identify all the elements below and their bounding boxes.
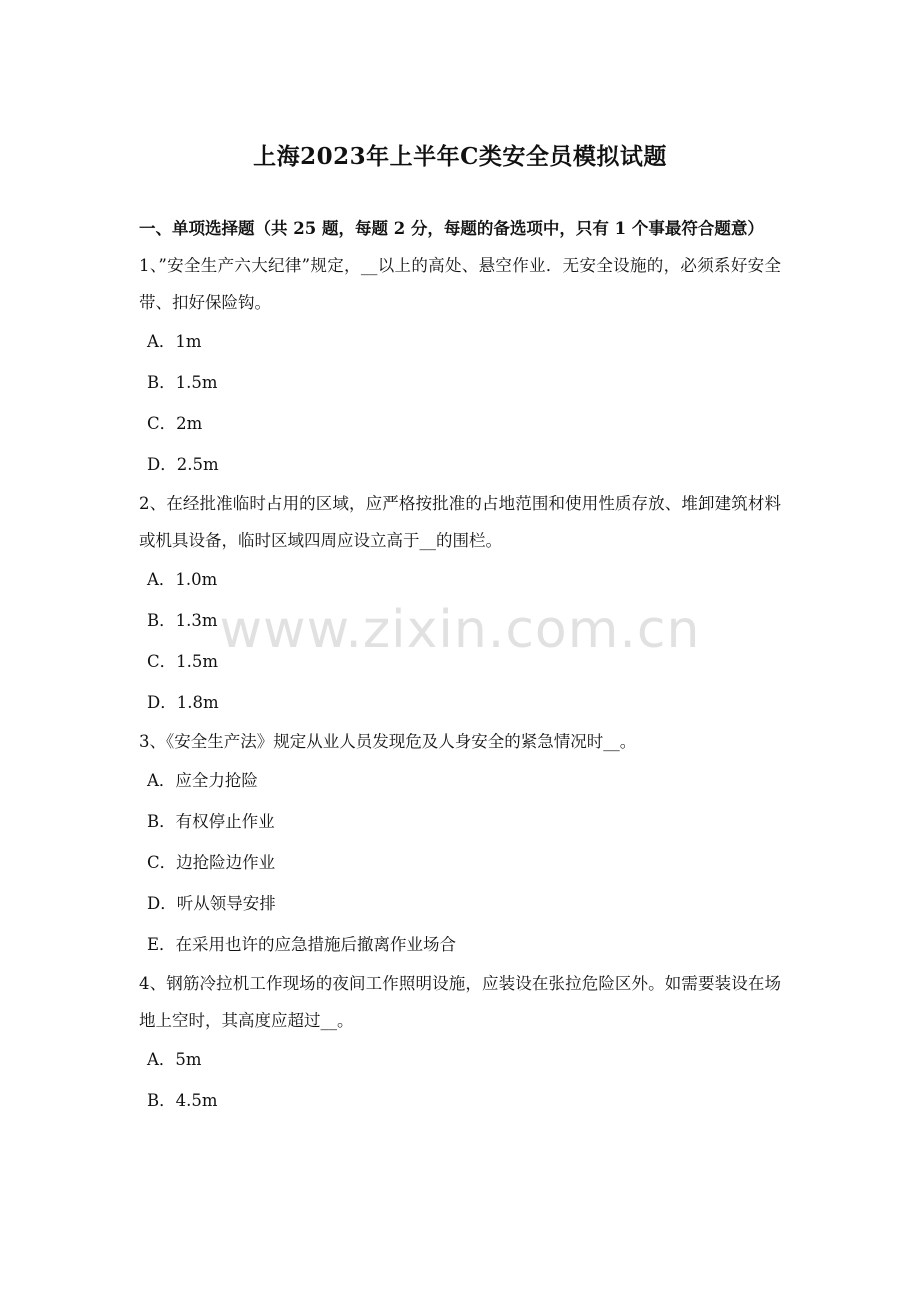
option-c: C．1.5m [147, 652, 219, 671]
option-b: B．1.3m [147, 611, 218, 630]
question-text: 2、在经批准临时占用的区域，应严格按批准的占地范围和使用性质存放、堆卸建筑材料或机具设备，临时区域四周应设立高于__的围栏。 [139, 494, 781, 550]
option-e: E．在采用也许的应急措施后撤离作业场合 [147, 935, 457, 954]
option-a: A．1.0m [147, 570, 218, 589]
option-d: D．1.8m [147, 693, 219, 712]
document-title: 上海2023年上半年C类安全员模拟试题 [253, 143, 667, 170]
option-a: A．5m [147, 1050, 202, 1069]
question-text: 1、”安全生产六大纪律”规定，__以上的高处、悬空作业．无安全设施的，必须系好安全带、扣好保险钩。 [139, 256, 781, 312]
option-d: D．听从领导安排 [147, 894, 276, 913]
option-b: B．1.5m [147, 373, 218, 392]
section-heading: 一、单项选择题（共 25 题，每题 2 分，每题的备选项中，只有 1 个事最符合题意） [139, 219, 764, 238]
watermark: www.zixin.com.cn [219, 600, 701, 660]
document-body [139, 210, 781, 1121]
question-text: 3、《安全生产法》规定从业人员发现危及人身安全的紧急情况时__。 [139, 732, 637, 751]
option-b: B．有权停止作业 [147, 812, 275, 831]
option-c: C．2m [147, 414, 203, 433]
option-d: D．2.5m [147, 455, 219, 474]
option-b: B．4.5m [147, 1091, 218, 1110]
option-c: C．边抢险边作业 [147, 853, 276, 872]
option-a: A．应全力抢险 [147, 771, 258, 790]
question-text: 4、钢筋冷拉机工作现场的夜间工作照明设施，应装设在张拉危险区外。如需要装设在场地上空时，其高度应超过__。 [139, 974, 781, 1030]
option-a: A．1m [147, 332, 202, 351]
